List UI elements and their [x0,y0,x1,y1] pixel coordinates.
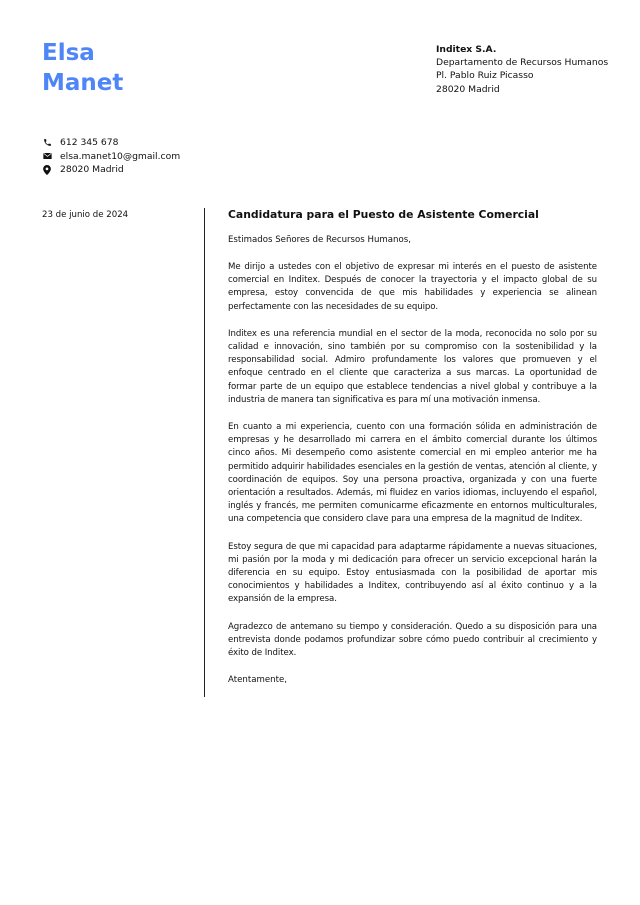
contact-location: 28020 Madrid [60,164,124,175]
letter-subject: Candidatura para el Puesto de Asistente Comercial [228,208,539,221]
letter-paragraph: En cuanto a mi experiencia, cuento con una formación sólida en administración de empresas y he desarrollado mi carrera en el ámbito comercial durante los últimos cinco años. Mi desempeño como asistente comercial en mi empleo anterior me ha permitido adquirir habilidades esenciales en la gestión de ventas, atención al cliente, y coordinación de equipos. Soy una persona proactiva, organizada y con una fuerte orientación a resultados. Además, mi fluidez en varios idiomas, incluyendo el español, inglés y francés, me permiten comunicarme eficazmente en entornos multiculturales, una competencia que considero clave para una empresa de la magnitud de Inditex. [228,422,597,525]
contact-email-row [42,150,180,164]
letter-greeting: Estimados Señores de Recursos Humanos, [228,235,411,245]
recipient-street: Pl. Pablo Ruiz Picasso [436,70,534,82]
contact-email[interactable]: elsa.manet10@gmail.com [60,150,181,162]
recipient-address-block [436,43,626,96]
column-divider [204,208,205,697]
map-pin-icon [42,165,52,175]
letter-paragraph: Me dirijo a ustedes con el objetivo de expresar mi interés en el puesto de asistente comercial en Inditex. Después de conocer la trayectoria y el impacto global de su empresa, estoy convencida de que mis habilidades y experiencia se alinean perfectamente con las necesidades de su equipo. [228,262,597,312]
letter-paragraph: Inditex es una referencia mundial en el sector de la moda, reconocida no solo por su calidad e innovación, sino también por su compromiso con la sostenibilidad y la responsabilidad social. Admiro profundamente los valores que promueven y el enfoque centrado en el cliente que caracteriza a sus marcas. La oportunidad de formar parte de un equipo que establece tendencias a nivel global y contribuye a la industria de manera tan significativa es para mí una motivación inmensa. [228,328,597,405]
envelope-icon [42,151,52,161]
contact-info [42,136,180,177]
recipient-department: Departamento de Recursos Humanos [436,57,609,69]
sender-first-name: Elsa [42,40,95,66]
sender-name [42,38,123,98]
phone-icon [42,138,52,148]
recipient-city: 28020 Madrid [436,83,500,95]
letter-paragraph: Agradezco de antemano su tiempo y consideración. Quedo a su disposición para una entrevista donde podamos profundizar sobre cómo puedo contribuir al crecimiento y éxito de Inditex. [228,621,597,659]
contact-location-row [42,163,180,177]
sender-last-name: Manet [42,70,124,96]
letter-date: 23 de junio de 2024 [42,210,129,220]
letter-body [228,207,597,687]
letter-closing: Atentamente, [228,675,287,686]
recipient-company: Inditex S.A. [436,44,497,55]
contact-phone[interactable]: 612 345 678 [60,137,119,148]
letter-paragraph: Estoy segura de que mi capacidad para adaptarme rápidamente a nuevas situaciones, mi pasión por la moda y mi dedicación para ofrecer un servicio excepcional harán la diferencia en su equipo. Estoy entusiasmada con la posibilidad de aportar mis conocimientos y habilidades a Inditex, contribuyendo así al éxito continuo y a la expansión de la empresa. [228,541,597,605]
contact-phone-row [42,136,180,150]
